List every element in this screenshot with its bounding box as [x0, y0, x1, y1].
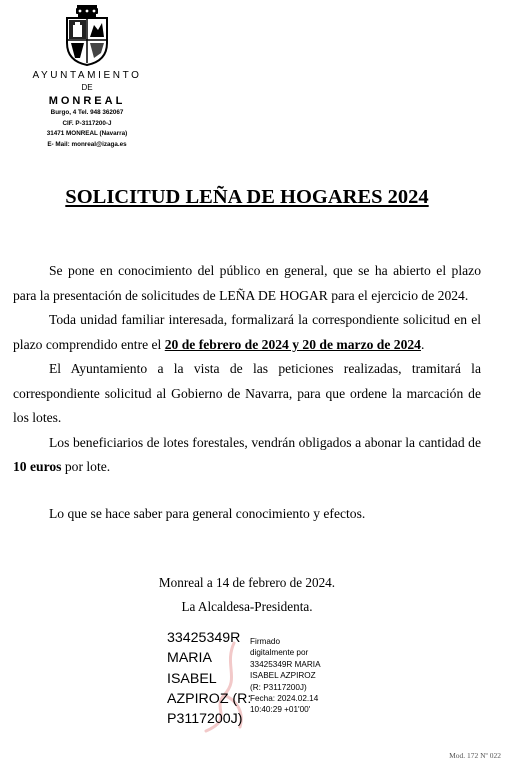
paragraph-2-end: .: [420, 336, 425, 352]
signature-name-block: [167, 628, 251, 729]
document-title: SOLICITUD LEÑA DE HOGARES 2024: [65, 186, 429, 208]
signature-name-line: 33425349R: [167, 630, 241, 646]
signature-detail-line: 33425349R MARIA: [250, 659, 321, 669]
signature-detail-line: digitalmente por: [250, 648, 309, 658]
document-body: [13, 259, 481, 526]
org-email: E- Mail: monreal@izaga.es: [47, 141, 127, 148]
signature-name-line: AZPIROZ (R:: [167, 690, 252, 707]
signature-detail-line: Fecha: 2024.02.14: [250, 694, 319, 704]
coat-of-arms-icon: [64, 3, 110, 67]
org-cif: CIF. P-3117200-J: [62, 120, 112, 127]
paragraph-1: Se pone en conocimiento del público en general, que se ha abierto el plazo para la presentación de solicitudes de LEÑA DE HOGAR para el ejercicio de 2024.: [13, 263, 481, 303]
paragraph-4-text: Los beneficiarios de lotes forestales, vendrán obligados a abonar la cantidad de: [49, 434, 481, 450]
paragraph-2: [13, 308, 481, 357]
paragraph-2-text: Toda unidad familiar interesada, formalizará la correspondiente solicitud en el plazo comprendido entre el: [13, 312, 481, 352]
signer-title: La Alcaldesa-Presidenta.: [181, 599, 313, 614]
paragraph-4: [13, 431, 481, 480]
paragraph-3: El Ayuntamiento a la vista de las peticiones realizadas, tramitará la correspondiente solicitud al Gobierno de Navarra, para que ordene la marcación de los lotes.: [13, 361, 481, 425]
signature-detail-line: 10:40:29 +01'00': [250, 705, 311, 715]
paragraph-4-amount: 10 euros: [13, 459, 62, 474]
signature-name-line: ISABEL: [167, 670, 217, 687]
signature-name-line: P3117200J): [167, 711, 243, 728]
form-code: Mod. 172 Nº 022: [449, 751, 501, 760]
signature-detail-line: (R: P3117200J): [250, 682, 307, 692]
signature-name-line: MARIA: [167, 650, 212, 667]
closing-paragraph: Lo que se hace saber para general conocimiento y efectos.: [49, 505, 366, 521]
org-name-line1: AYUNTAMIENTO: [32, 70, 142, 81]
paragraph-2-dates: 20 de febrero de 2024 y 20 de marzo de 2024: [164, 336, 421, 352]
signature-detail-line: ISABEL AZPIROZ: [250, 671, 316, 681]
org-address: Burgo, 4 Tel. 948 362067: [50, 109, 124, 116]
org-postal: 31471 MONREAL (Navarra): [46, 130, 128, 137]
org-name-line2: DE: [81, 83, 93, 92]
signature-detail-block: [250, 636, 340, 716]
date-line: Monreal a 14 de febrero de 2024.: [158, 575, 336, 590]
signature-detail-line: Firmado: [250, 637, 281, 646]
paragraph-4-end: por lote.: [61, 459, 111, 474]
org-name-line3: MONREAL: [48, 95, 126, 107]
